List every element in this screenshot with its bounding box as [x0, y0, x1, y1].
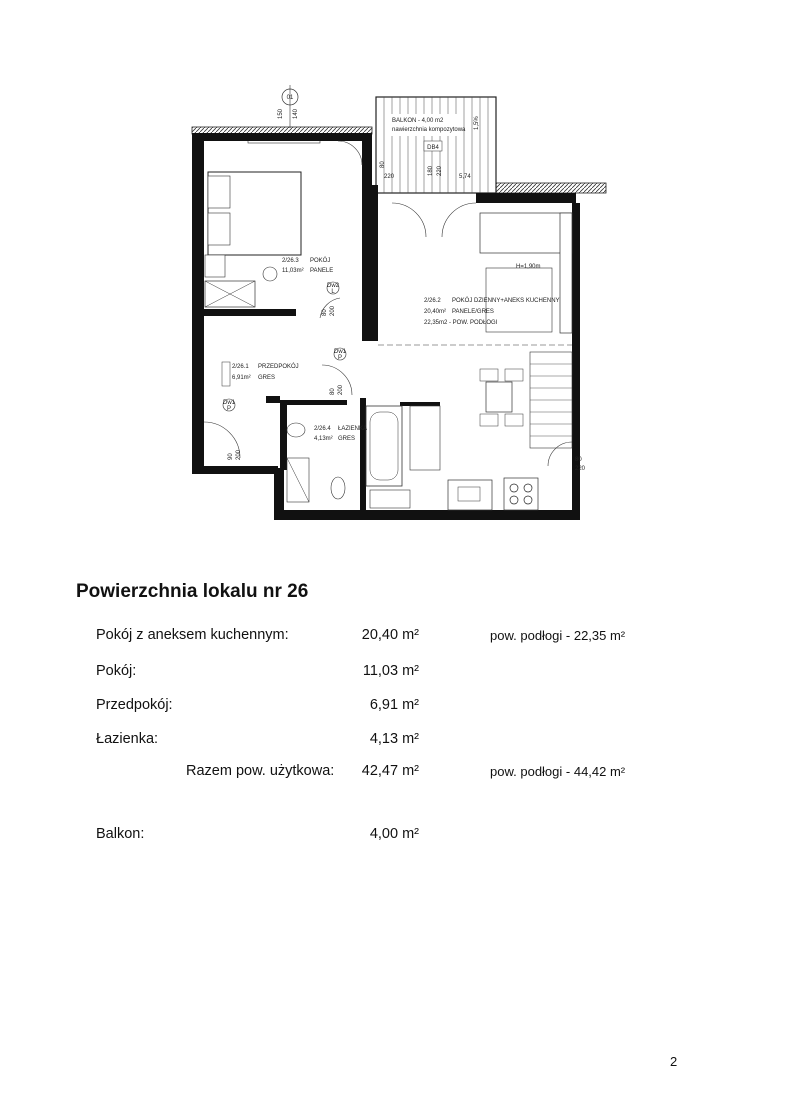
balcony-label-text: Balkon: [96, 826, 145, 842]
right-window-band [490, 183, 606, 193]
living-code: 2/26.2 [424, 298, 441, 304]
summary-row-total [0, 763, 792, 785]
washbasin [287, 423, 305, 437]
summary-row-living [0, 627, 792, 649]
total-label: Razem pow. użytkowa: [186, 763, 335, 779]
total-value: 42,47 m² [361, 763, 419, 779]
axis-marker-label: 01 [286, 95, 294, 101]
door-dim-right-2: 220 [437, 165, 443, 176]
door-dw1-a: Dw1 [222, 400, 236, 406]
axis-dim-1: 150 [278, 108, 284, 119]
hall-name: PRZEDPOKÓJ [258, 364, 299, 370]
balcony [376, 97, 496, 193]
door-dim-5-a: 80 [575, 457, 582, 463]
row-label: Pokój z aneksem kuchennym: [96, 627, 289, 643]
row-label: Łazienka: [96, 731, 159, 747]
row-value: 4,13 m² [369, 731, 419, 747]
bedroom-area: 11,03m² [282, 268, 304, 274]
bath-code: 2/26.4 [314, 426, 331, 432]
bath-floor: GRES [338, 436, 356, 442]
door-dim-3-a: 80 [330, 388, 336, 395]
door-dim-left-2: 220 [384, 174, 395, 180]
axis-marker [278, 85, 299, 128]
hall-area: 6,91m² [232, 375, 251, 381]
hall-floor: GRES [258, 375, 276, 381]
axis-dim-2: 140 [293, 108, 299, 119]
door-dim-2-b: 200 [330, 305, 336, 316]
living-room [378, 203, 586, 510]
summary-row-balcony [0, 826, 792, 848]
balcony-value: 4,00 m² [369, 826, 419, 842]
door-dw1-b-side: P [337, 355, 343, 361]
living-floor-area: 22,35m2 - POW. PODŁOGI [424, 320, 498, 326]
bath-area: 4,13m² [314, 436, 333, 442]
total-note: pow. podłogi - 44,42 m² [490, 764, 626, 779]
living-floor: PANELE/GRES [452, 309, 494, 315]
door-dw2: Dw2 [326, 283, 340, 289]
door-dim-2-a: 80 [322, 309, 328, 316]
summary-row-bedroom [0, 663, 792, 685]
row-value: 6,91 m² [369, 697, 419, 713]
door-dbs-label: DB4 [427, 145, 439, 151]
door-dim-3-b: 200 [338, 384, 344, 395]
door-dim-5-b: 220 [575, 466, 586, 472]
balcony-note: nawierzchnia kompozytowa [392, 127, 466, 133]
row-value: 20,40 m² [361, 627, 419, 643]
summary-row-bathroom [0, 731, 792, 753]
balcony-level: 5,74 [459, 174, 471, 180]
page-number: 2 [670, 1054, 678, 1069]
kitchen-stove [504, 478, 538, 510]
bedroom [205, 141, 362, 318]
summary-row-hall [0, 697, 792, 719]
row-note: pow. podłogi - 22,35 m² [490, 628, 626, 643]
living-height: H=1,90m [516, 264, 541, 270]
door-dw1-a-side: P [226, 406, 232, 412]
door-dw2-side: L [331, 289, 335, 295]
door-dim-left-1: 80 [380, 161, 386, 168]
bath-name: ŁAZIENKA [338, 426, 368, 432]
bedroom-name: POKÓJ [310, 258, 331, 264]
row-label: Przedpokój: [96, 697, 173, 713]
door-dim-4-b: 200 [236, 449, 242, 460]
living-area: 20,40m² [424, 309, 447, 315]
balcony-label: BALKON - 4,00 m2 [392, 118, 444, 124]
bathroom [287, 406, 410, 508]
bathtub [366, 406, 402, 486]
summary-title: Powierzchnia lokalu nr 26 [76, 581, 309, 602]
top-window-band [192, 127, 372, 134]
bedroom-floor: PANELE [310, 268, 334, 274]
living-name: POKÓJ DZIENNY+ANEKS KUCHENNY [452, 298, 560, 304]
bedroom-code: 2/26.3 [282, 258, 299, 264]
door-dim-4-a: 90 [228, 453, 234, 460]
floor-plan [0, 0, 792, 540]
door-dim-right-1: 180 [428, 165, 434, 176]
row-value: 11,03 m² [362, 663, 419, 679]
hall-code: 2/26.1 [232, 364, 249, 370]
balcony-rail: 1,5% [474, 116, 480, 130]
door-dw1-b: Dw1 [333, 349, 347, 355]
toilet [331, 477, 345, 499]
row-label: Pokój: [96, 663, 137, 679]
